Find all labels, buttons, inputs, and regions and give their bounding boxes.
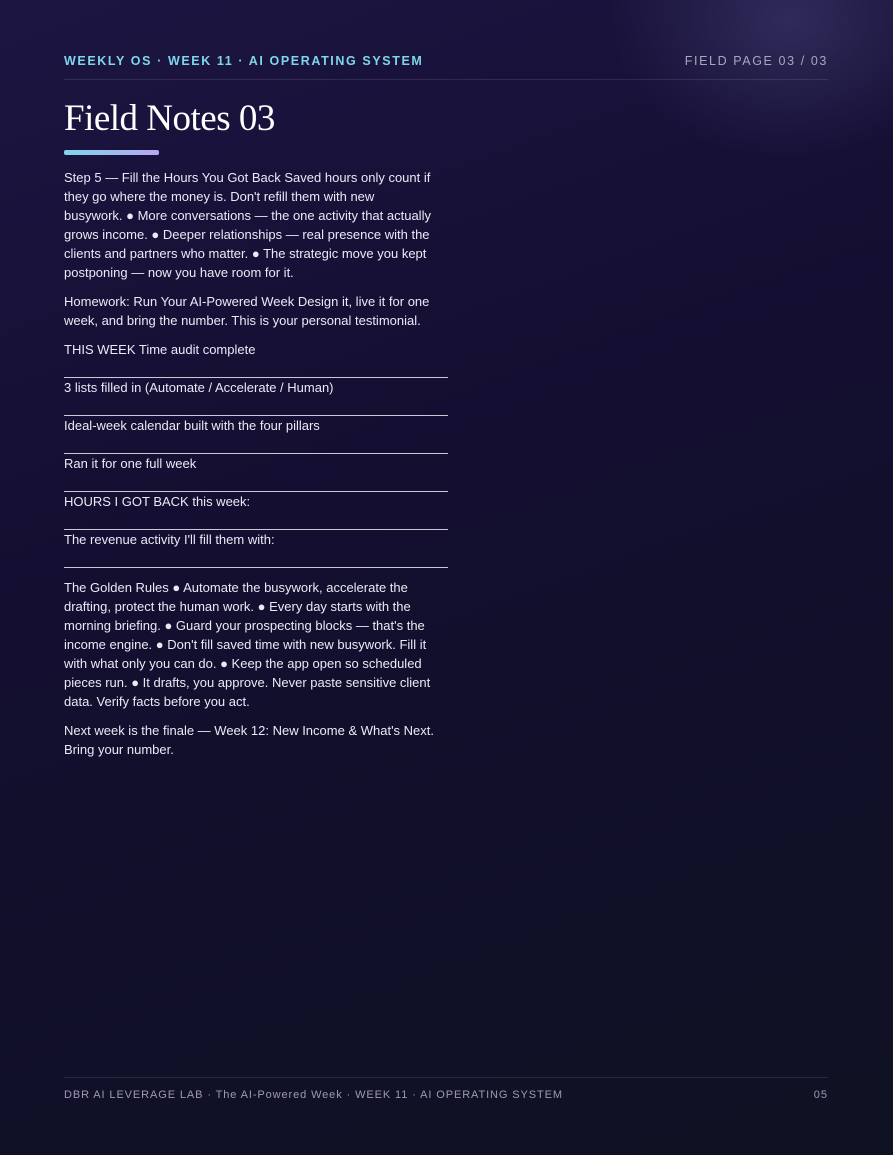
field-page-indicator: FIELD PAGE 03 / 03 xyxy=(684,54,828,68)
checklist-item-label: 3 lists filled in (Automate / Accelerate / Human) xyxy=(64,380,334,395)
page-number: 05 xyxy=(813,1089,828,1101)
checklist-item xyxy=(64,416,436,454)
checklist-item-label: Ideal-week calendar built with the four pillars xyxy=(64,418,320,433)
checklist-item-label: THIS WEEK Time audit complete xyxy=(64,342,256,357)
revenue-activity-write-in-line[interactable] xyxy=(64,549,448,568)
write-in-line[interactable] xyxy=(64,397,448,416)
write-in-line[interactable] xyxy=(64,359,448,378)
write-in-line[interactable] xyxy=(64,435,448,454)
hours-write-in-line[interactable] xyxy=(64,511,448,530)
homework-paragraph: Homework: Run Your AI-Powered Week Design it, live it for one week, and bring the number. This is your personal testimonial. xyxy=(64,294,430,328)
checklist-item-label: The revenue activity I'll fill them with: xyxy=(64,532,275,547)
weekly-checklist xyxy=(64,340,436,568)
next-week-paragraph: Next week is the finale — Week 12: New Income & What's Next. Bring your number. xyxy=(64,723,434,757)
page-title: Field Notes 03 xyxy=(64,98,275,139)
series-kicker: WEEKLY OS · WEEK 11 · AI OPERATING SYSTEM xyxy=(64,54,424,68)
page-footer xyxy=(64,1077,828,1108)
write-in-line[interactable] xyxy=(64,473,448,492)
footer-running-title: DBR AI LEVERAGE LAB · The AI-Powered Week · WEEK 11 · AI OPERATING SYSTEM xyxy=(64,1089,563,1101)
checklist-item-label: Ran it for one full week xyxy=(64,456,197,471)
title-accent-bar xyxy=(64,150,159,155)
checklist-item xyxy=(64,454,436,492)
checklist-item xyxy=(64,530,436,568)
golden-rules-paragraph: The Golden Rules ● Automate the busywork, accelerate the drafting, protect the human work. ● Every day starts with the morning briefing. ● Guard your prospecting blocks — that's the income engine. ● Don't fill saved time with new busywork. Fill it with what only you can do. ● Keep the app open so scheduled pieces run. ● It drafts, you approve. Never paste sensitive client data. Verify facts before you act. xyxy=(64,580,431,709)
field-notes-content xyxy=(64,168,436,769)
step-5-paragraph: Step 5 — Fill the Hours You Got Back Saved hours only count if they go where the money is. Don't refill them with new busywork. ● More conversations — the one activity that actually grows income. ● Deeper relationships — real presence with the clients and partners who matter. ● The strategic move you kept postponing — now you have room for it. xyxy=(64,170,431,280)
checklist-item xyxy=(64,340,436,378)
checklist-item-label: HOURS I GOT BACK this week: xyxy=(64,494,251,509)
page-header xyxy=(64,53,828,80)
checklist-item xyxy=(64,378,436,416)
checklist-item xyxy=(64,492,436,530)
